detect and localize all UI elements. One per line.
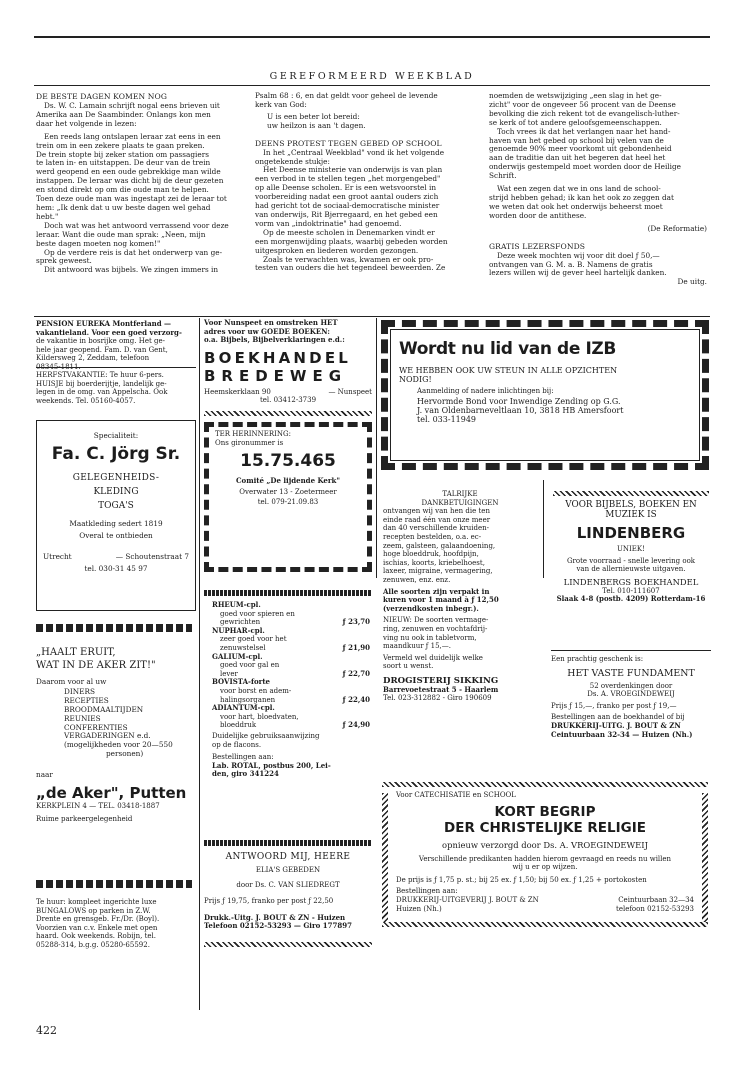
decorative-border: [553, 491, 709, 496]
ad-lindenberg: VOOR BIJBELS, BOEKEN EN MUZIEK IS LINDENBERG UNIEK! Grote voorraad - snelle levering ook van de allernieuwste uitgaven. LINDENBERGS BOEKHANDEL Tel. 010-111607 Slaak 4-8 (postb. 4209) Rotterdam-16: [556, 500, 706, 604]
list-item: DINERS: [64, 686, 95, 696]
product-item: ADIANTUM-cpl. voor hart, bloedvaten, bloeddruk ƒ 24,90: [212, 703, 370, 730]
article-continued: noemden de wetswijziging „een slag in het ge- zicht" voor de ongeveer 56 procent van de Deense bevolking die zich rekent tot de evangelisch-luther- se kerk of tot andere geloofsgemeenschappen. Toch vrees ik dat het verlangen naar het hand- haven van het gebed op school bij velen van de genoemde 90% meer voorkomt uit gebondenheid aan de traditie dan uit het begeren dat heel het onderwijs gestempeld moet worden door de Heilige Schrift. Wat een zegen dat we in ons land de school- strijd hebben gehad; ik kan het ook zo zeggen dat we weten dat ook het onderwijs beheerst moet worden door de antithese. (De Reformatie) GRATIS LEZERSFONDS Deze week mochten wij voor dit doel ƒ 50,— ontvangen van G. M. a. B. Namens de gratis lezers willen wij de gever heel hartelijk danken. De uitg.: [489, 91, 707, 287]
column-rule: [199, 318, 200, 1010]
product-item: GALIUM-cpl. goed voor gal en lever ƒ 22,70: [212, 651, 370, 678]
ad-het-vaste-fundament: Een prachtig geschenk is: HET VASTE FUNDAMENT 52 overdenkingen door Ds. A. VROEGINDEWEIJ Prijs ƒ 15,—, franko per post ƒ 19,— Bestellingen aan de boekhandel of bij DRUKKERIJ-UITG. J. BOUT & ZN Ceintuurbaan 32-34 — Huizen (Nh.): [551, 655, 695, 739]
list-item: BROODMAALTIJDEN: [64, 704, 144, 714]
ad-bungalows: Te huur: kompleet ingerichte luxe BUNGALOWS op parken in Z.W. Drente en grensgeb. Fr./Dr. (Boyl). Voorzien van c.v. Enkele met open haard. Ook weekends. Robijn, tel. 05288-314, b.g.g. 05280-65592.: [36, 898, 160, 949]
decorative-border: [204, 411, 372, 416]
page-number: 422: [36, 1024, 57, 1037]
top-rule: [34, 36, 710, 38]
paragraph: Een reeds lang ontslapen leraar zat eens in een trein om in een zekere plaats te gaan preken. De trein stopte bij zeker station om passagiers te laten in- en uitstappen. De deur van de trein werd geopend en een oude gebrekkige man wilde instappen. De leraar was dicht bij de deur gezeten en stond direkt op om die oude man te helpen. Toen deze oude man was ingestapt zei de leraar tot hem: „Ik denk dat u uw beste dagen wel gehad hebt.": [36, 131, 227, 221]
paragraph: Op de verdere reis is dat het onderwerp van ge- sprek geweest.: [36, 247, 223, 266]
header-rule: [34, 85, 710, 86]
decorative-border: [36, 880, 192, 888]
article-heading: DEENS PROTEST TEGEN GEBED OP SCHOOL: [255, 138, 442, 148]
ad-antwoord-mij-heere: ANTWOORD MIJ, HEERE ELIA'S GEBEDEN door Ds. C. VAN SLIEDREGT Prijs ƒ 19,75, franko per post ƒ 22,50 Drukk.-Uitg. J. BOUT & ZN - Huizen Telefoon 02152-53293 — Giro 177897: [204, 852, 352, 931]
article-heading: DE BESTE DAGEN KOMEN NOG: [36, 92, 168, 101]
ad-pension-eureka: PENSION EUREKA Montferland — vakantieland. Voor een goed verzorg- de vakantie in bosrijke omg. Het ge- hele jaar geopend. Fam. D. van Gent, Kildersweg 2, Zeddam, telefoon: [36, 319, 182, 363]
product-item: RHEUM-cpl. goed voor spieren en gewrichten ƒ 23,70: [212, 600, 370, 627]
article-beste-dagen: DE BESTE DAGEN KOMEN NOG Ds. W. C. Lamain schrijft nogal eens brieven uit Amerika aan De Saambinder. Onlangs kon men daar het volgende in lezen: Een reeds lang ontslapen leraar zat eens in een trein om in een zekere plaats te gaan preken. De trein stopte bij zeker station om passagiers te laten in- en uitstappen. De deur van de trein werd geopend en een oude gebrekkige man wilde instappen. De leraar was dicht bij de deur gezeten en stond direkt op om die oude man te helpen. Toen deze oude man was ingestapt zei de leraar tot hem: „Ik denk dat u uw beste dagen wel gehad hebt." Doch wat was het antwoord verrassend voor deze leraar. Want die oude man sprak: „Neen, mijn beste dagen moeten nog komen!" Op de verdere reis is dat het onderwerp van ge- sprek geweest. Dit antwoord was bijbels. We zingen immers in: [36, 92, 248, 275]
decorative-border: [36, 624, 192, 632]
ad-lijdende-kerk: TER HERINNERING: Ons gironummer is 15.75.465 Comité „De lijdende Kerk" Overwater 13 - Zoetermeer tel. 079-21.09.83: [204, 422, 372, 572]
article-heading: GRATIS LEZERSFONDS: [489, 241, 586, 251]
ad-izb: Wordt nu lid van de IZB WE HEBBEN OOK UW STEUN IN ALLE OPZICHTEN NODIG! Aanmelding of nadere inlichtingen bij: Hervormde Bond voor Inwendige Zending op G.G. J. van Oldenbarneveltlaan 10, 3818 HB Amersfoort tel. 033-11949: [381, 320, 709, 470]
decorative-border: [204, 840, 372, 846]
product-item: NUPHAR-cpl. zeer goed voor het zenuwstelsel ƒ 21,90: [212, 625, 370, 652]
paragraph: Doch wat was het antwoord verrassend voor deze leraar. Want die oude man sprak: „Neen, mijn beste dagen moeten nog komen!": [36, 220, 229, 248]
list-item: VERGADERINGEN e.d.: [64, 731, 151, 741]
paragraph: Dit antwoord was bijbels. We zingen immers in: [44, 265, 219, 275]
ad-boekhandel-bredeweg: Voor Nunspeet en omstreken HET adres voor uw GOEDE BOEKEN: o.a. Bijbels, Bijbelverklaringen e.d.: BOEKHANDEL BREDEWEG Heemskerklaan 90 — Nunspeet tel. 03412-3739: [204, 318, 372, 405]
section-rule: [34, 316, 710, 317]
list-item: CONFERENTIES: [64, 722, 128, 732]
article-deens-protest: Psalm 68 : 6, en dat geldt voor geheel de levende kerk van God: U is een beter lot bereid: uw heilzon is aan 't dagen. DEENS PROTEST TEGEN GEBED OP SCHOOL In het „Centraal Weekblad" vond ik het volgende ongetekende stukje: Het Deense ministerie van onderwijs is van plan een verbod in te stellen tegen „het morgengebed" op alle Deense scholen. Er is een wetsvoorstel in voorbereiding nadat een groot aantal ouders zich had gericht tot de sociaal-democratische minister van onderwijs, Rit Bjerregaard, en het gebed een vorm van „indoktrinatie" had genoemd. Op de meeste scholen in Denemarken vindt er een morgenwijding plaats, waarbij gebeden worden uitgesproken en liederen worden gezongen. Zoals te verwachten was, kwamen er ook pro- testen van ouders die het tegendeel beweerden. Ze: [255, 92, 483, 273]
ad-herfstvakantie: HERFSTVAKANTIE: Te huur 6-pers. HUISJE bij boerderijtje, landelijk ge- legen in de omg. van Appelscha. Ook weekends. Tel. 05160-4057.: [36, 371, 168, 405]
ad-kort-begrip: Voor CATECHISATIE en SCHOOL KORT BEGRIP DER CHRISTELIJKE RELIGIE opnieuw verzorgd door Ds. A. VROEGINDEWEIJ Verschillende predikanten hadden hierom gevraagd en reeds nu willen wij u er op wijzen. De prijs is ƒ 1,75 p. st.; bij 25 ex. ƒ 1,50; bij 50 ex. ƒ 1,25 + portokosten Bestellingen aan: DRUKKERIJ-UITGEVERIJ J. BOUT & ZN Ceintuurbaan 32—34 Huizen (Nh.) telefoon 02152-53293: [382, 782, 708, 918]
product-item: BOVISTA-forte voor borst en adem- halingsorganen ƒ 22,40: [212, 677, 370, 704]
decorative-border: [204, 590, 372, 596]
ad-rotal: RHEUM-cpl. goed voor spieren en gewrichten ƒ 23,70 NUPHAR-cpl. zeer goed voor het zenuwstelsel ƒ 21,90 GALIUM-cpl. goed voor gal en lever ƒ 22,70 BOVISTA-forte voor borst en adem- halingsorganen ƒ 22,40 ADIANTUM-cpl. voor hart, bloedvaten, bloeddruk ƒ 24,90 Duidelijke gebruiksaanwijzing op de flacons. Bestellingen aan: Lab. ROTAL, postbus 200, Lei- den, giro 341224: [212, 600, 370, 779]
list-item: REUNIES: [64, 713, 101, 723]
ad-drogisterij-sikking: TALRIJKE DANKBETUIGINGEN ontvangen wij van hen die ten einde raad één van onze meer dan 40 verschillende kruiden- recepten bestelden, o.a. ec- zeem, galsteen, galaandoening, hoge bloeddruk, hoofdpijn, ischias, koorts, kriebelhoest, laxeer, migraine, vermagering, zenuwen, enz. enz. Alle soorten zijn verpakt in kuren voor 1 maand à ƒ 12,50 (verzendkosten inbegr.). NIEUW: De soorten vermage- ring, zenuwen en vochtafdrij- ving nu ook in tabletvorm, maandkuur ƒ 15,—. Vermeld wel duidelijk welke soort u wenst. DROGISTERIJ SIKKING Barrevoetestraat 5 - Haarlem Tel. 023-312882 - Giro 190609: [383, 490, 499, 703]
decorative-border: [204, 942, 372, 947]
list-item: RECEPTIES: [64, 695, 109, 705]
ad-jorg-kleding: Specialiteit: Fa. C. Jörg Sr. GELEGENHEIDS- KLEDING TOGA'S Maatkleding sedert 1819 Overal te ontbieden Utrecht — Schoutenstraat 7 tel. 030-31 45 97: [36, 420, 196, 611]
publication-title: GEREFORMEERD WEEKBLAD: [269, 71, 475, 82]
column-rule: [376, 318, 377, 578]
source-credit: (De Reformatie): [647, 223, 707, 233]
izb-headline: Wordt nu lid van de IZB: [399, 339, 616, 359]
ad-de-aker: „HAALT ERUIT, WAT IN DE AKER ZIT!" Daarom voor al uw DINERS RECEPTIES BROODMAALTIJDEN REUNIES CONFERENTIES VERGADERINGEN e.d. (mogelijkheden voor 20—550 personen) naar „de Aker", Putten KERKPLEIN 4 — TEL. 03418-1887 Ruime parkeergelegenheid: [36, 646, 196, 823]
signature: De uitg.: [677, 277, 707, 287]
